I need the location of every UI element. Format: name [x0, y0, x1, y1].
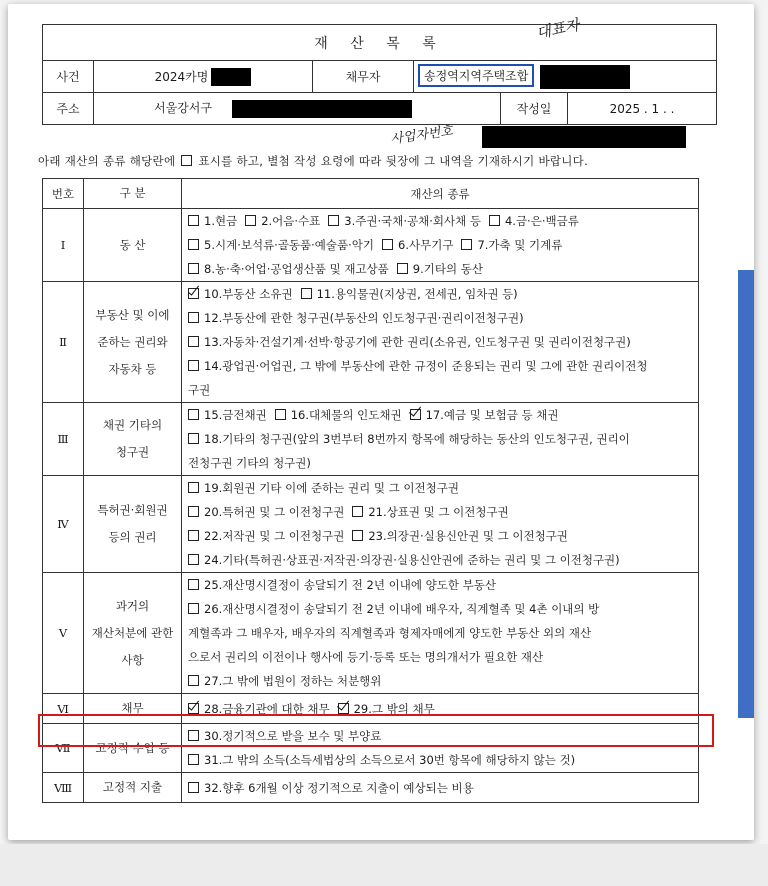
property-item: [275, 408, 402, 422]
category-line: 부동산 및 이에: [95, 307, 170, 322]
checkbox[interactable]: [352, 506, 363, 517]
item-label: 23.의장권·실용신안권 및 그 이전청구권: [368, 529, 568, 543]
address-cell: [94, 93, 501, 125]
item-label: 32.향후 6개월 이상 정기적으로 지출이 예상되는 비용: [204, 780, 474, 795]
property-item: [188, 553, 620, 567]
item-line: [188, 597, 692, 621]
item-label: 6.사무기구: [398, 238, 454, 252]
item-label: 12.부동산에 관한 청구권(부동산의 인도청구권·권리이전청구권): [204, 311, 524, 325]
item-label: 4.금·은·백금류: [504, 214, 579, 228]
address-label: 주소: [43, 93, 94, 125]
checkbox[interactable]: [188, 239, 199, 250]
checkbox[interactable]: [397, 263, 408, 274]
section-number: Ⅳ: [43, 476, 84, 573]
handwritten-business-number: 사업자번호: [389, 123, 454, 148]
category-line: 채권 기타의: [102, 418, 163, 432]
item-label: 7.가축 및 기계류: [477, 238, 563, 252]
section-number: Ⅶ: [43, 724, 84, 773]
checkbox[interactable]: [489, 215, 500, 226]
property-item: [461, 238, 562, 252]
section-category: [84, 209, 182, 282]
table-row: [43, 476, 699, 573]
checked-checkbox[interactable]: [188, 288, 199, 299]
item-label: 구권: [188, 383, 211, 397]
section-category: [84, 476, 182, 573]
debt-row-highlight: [38, 714, 714, 747]
property-item: [245, 214, 320, 228]
section-number: Ⅱ: [43, 282, 84, 403]
section-category: [84, 573, 182, 694]
item-label: 15.금전채권: [204, 408, 267, 422]
debtor-label: 채무자: [313, 61, 414, 93]
property-item: [188, 238, 374, 252]
property-item: [397, 262, 483, 276]
checkbox[interactable]: [245, 215, 256, 226]
debtor-cell: [414, 61, 717, 93]
table-row: [43, 573, 699, 694]
section-category: [84, 403, 182, 476]
debtor-value: 송정역지역주택조합: [418, 64, 534, 87]
item-line: [188, 427, 692, 451]
checkbox[interactable]: [275, 409, 286, 420]
instruction-text: [38, 153, 588, 169]
head-num: 번호: [43, 179, 84, 209]
category-line: 동 산: [119, 237, 146, 252]
checkbox-symbol-icon: [181, 155, 192, 166]
property-item: [188, 408, 267, 422]
date-label: 작성일: [501, 93, 568, 125]
item-label: 29.그 밖의 채무: [353, 701, 435, 716]
category-line: 과거의: [115, 598, 150, 613]
category-line: 자동차 등: [108, 361, 157, 376]
checkbox[interactable]: [188, 782, 199, 793]
item-label: 14.광업권·어업권, 그 밖에 부동산에 관한 규정이 준용되는 권리 및 그에 관한 권리이전청: [204, 359, 648, 373]
property-item: [188, 481, 459, 495]
section-items: [182, 773, 699, 803]
case-value: 2024카명: [154, 70, 209, 84]
item-label: 8.농·축·어업·공업생산품 및 재고상품: [204, 262, 389, 276]
head-cat: 구 분: [84, 179, 182, 209]
item-label: 31.그 밖의 소득(소득세법상의 소득으로서 30번 항목에 해당하지 않는 것): [204, 753, 576, 767]
checkbox[interactable]: [188, 433, 199, 444]
table-row: [43, 282, 699, 403]
date-value: 2025 . 1 . .: [568, 93, 717, 125]
item-label: 22.저작권 및 그 이전청구권: [204, 529, 345, 543]
category-line: 재산처분에 관한: [91, 625, 174, 640]
checkbox[interactable]: [352, 530, 363, 541]
item-label: 전청구권 기타의 청구권): [188, 456, 311, 470]
item-label: 11.용익물권(지상권, 전세권, 임차권 등): [316, 287, 518, 301]
property-item: [188, 262, 389, 276]
property-item: [188, 626, 591, 640]
instruction-post: 표시를 하고, 별첨 작성 요령에 따라 뒷장에 그 내역을 기재하시기 바랍니다.: [198, 154, 589, 168]
item-label: 26.재산명시결정이 송달되기 전 2년 이내에 배우자, 직계혈족 및 4촌 이내의 방: [204, 602, 600, 616]
checkbox[interactable]: [301, 288, 312, 299]
checkbox[interactable]: [188, 579, 199, 590]
property-item: [188, 287, 293, 301]
section-items: [182, 282, 699, 403]
item-line: [188, 748, 692, 772]
item-label: 17.예금 및 보험금 등 채권: [425, 408, 559, 422]
checkbox[interactable]: [382, 239, 393, 250]
item-label: 9.기타의 동산: [412, 262, 483, 276]
item-label: 5.시계·보석류·골동품·예술품·악기: [204, 238, 375, 252]
checkbox[interactable]: [188, 530, 199, 541]
item-label: 1.현금: [204, 214, 238, 228]
item-line: [188, 548, 692, 572]
property-item: [188, 505, 344, 519]
property-item: [188, 602, 599, 616]
property-item: [188, 359, 648, 373]
section-items: [182, 476, 699, 573]
scrollbar[interactable]: [738, 270, 754, 718]
category-line: 등의 권리: [108, 530, 157, 544]
table-row: [43, 403, 699, 476]
debtor-redaction: [540, 65, 630, 89]
property-item: [188, 753, 575, 767]
instruction-pre: 아래 재산의 종류 해당란에: [38, 154, 176, 168]
item-label: 2.어음·수표: [261, 214, 321, 228]
item-label: 18.기타의 청구권(앞의 3번부터 8번까지 항목에 해당하는 동산의 인도청구권, 권리이: [204, 432, 630, 446]
category-line: 채무: [121, 701, 144, 715]
document-page: [8, 4, 754, 840]
property-item: [188, 214, 237, 228]
item-line: [188, 378, 692, 402]
section-items: [182, 573, 699, 694]
property-item: [188, 578, 496, 592]
section-number: Ⅴ: [43, 573, 84, 694]
table-row: [43, 773, 699, 803]
business-number-redaction: [482, 126, 686, 148]
section-category: [84, 282, 182, 403]
section-number: Ⅵ: [43, 694, 84, 724]
item-label: 13.자동차·건설기계·선박·항공기에 관한 권리(소유권, 인도청구권 및 권리이전청구권): [204, 335, 631, 349]
checked-checkbox[interactable]: [338, 703, 349, 714]
item-line: [188, 403, 692, 427]
checkbox[interactable]: [188, 215, 199, 226]
checkbox[interactable]: [188, 754, 199, 765]
address-value: 서울강서구: [154, 101, 212, 116]
item-line: [188, 209, 692, 233]
bottom-background: [0, 844, 768, 886]
category-line: 고정적 수입 등: [95, 740, 170, 755]
checkbox[interactable]: [188, 409, 199, 420]
property-item: [301, 287, 518, 301]
category-line: 고정적 지출: [102, 780, 163, 794]
item-label: 30.정기적으로 받을 보수 및 부양료: [204, 729, 382, 743]
item-line: [188, 573, 692, 597]
item-line: [188, 282, 692, 306]
handwritten-representative: 대표자: [534, 15, 581, 43]
item-line: [188, 451, 692, 475]
checkbox[interactable]: [328, 215, 339, 226]
address-redaction: [232, 100, 412, 118]
checkbox[interactable]: [188, 360, 199, 371]
section-number: Ⅲ: [43, 403, 84, 476]
category-line: 사항: [121, 652, 144, 667]
item-label: 10.부동산 소유권: [204, 287, 293, 301]
case-redaction: [211, 68, 251, 86]
checkbox[interactable]: [188, 263, 199, 274]
property-item: [188, 456, 311, 470]
section-number: Ⅷ: [43, 773, 84, 803]
header-table: [42, 24, 717, 125]
head-items: 재산의 종류: [182, 179, 699, 209]
property-item: [328, 214, 481, 228]
category-line: 청구권: [115, 445, 150, 459]
checkbox[interactable]: [461, 239, 472, 250]
checked-checkbox[interactable]: [410, 409, 421, 420]
section-category: [84, 773, 182, 803]
section-items: [182, 209, 699, 282]
category-line: 준하는 권리와: [97, 334, 168, 349]
checkbox[interactable]: [188, 554, 199, 565]
section-number: Ⅰ: [43, 209, 84, 282]
item-line: [188, 500, 692, 524]
item-label: 21.상표권 및 그 이전청구권: [368, 505, 509, 519]
item-line: [188, 257, 692, 281]
item-label: 계혈족과 그 배우자, 배우자의 직계혈족과 형제자매에게 양도한 부동산 외의 재산: [188, 626, 592, 640]
item-label: 3.주권·국채·공채·회사채 등: [344, 214, 481, 228]
section-items: [182, 403, 699, 476]
checked-checkbox[interactable]: [188, 703, 199, 714]
property-item: [188, 650, 543, 664]
item-line: [188, 233, 692, 257]
checkbox[interactable]: [188, 675, 199, 686]
case-cell: [94, 61, 313, 93]
item-label: 16.대체물의 인도채권: [290, 408, 402, 422]
item-label: 27.그 밖에 법원이 정하는 처분행위: [204, 674, 382, 688]
item-label: 25.재산명시결정이 송달되기 전 2년 이내에 양도한 부동산: [204, 578, 496, 592]
property-item: [410, 408, 559, 422]
property-item: [188, 529, 344, 543]
property-item: [188, 432, 630, 446]
item-line: [188, 776, 692, 800]
item-label: 24.기타(특허권·상표권·저작권·의장권·실용신안권에 준하는 권리 및 그 이전청구권): [204, 553, 620, 567]
checkbox[interactable]: [188, 506, 199, 517]
property-item: [188, 335, 631, 349]
property-item: [188, 781, 474, 795]
item-line: [188, 621, 692, 645]
item-line: [188, 306, 692, 330]
item-label: 으로서 권리의 이전이나 행사에 등기·등록 또는 명의개서가 필요한 재산: [188, 650, 544, 664]
property-item: [382, 238, 453, 252]
property-item: [188, 311, 524, 325]
checkbox[interactable]: [188, 312, 199, 323]
property-item: [188, 383, 210, 397]
item-line: [188, 645, 692, 669]
checkbox[interactable]: [188, 336, 199, 347]
item-label: 28.금융기관에 대한 채무: [204, 701, 330, 716]
item-label: 20.특허권 및 그 이전청구권: [204, 505, 345, 519]
category-line: 특허권·회원권: [97, 503, 168, 517]
item-line: [188, 476, 692, 500]
item-line: [188, 330, 692, 354]
item-label: 19.회원권 기타 이에 준하는 권리 및 그 이전청구권: [204, 481, 459, 495]
checkbox[interactable]: [188, 482, 199, 493]
item-line: [188, 524, 692, 548]
checkbox[interactable]: [188, 603, 199, 614]
property-item: [352, 529, 568, 543]
item-line: [188, 354, 692, 378]
property-item: [188, 674, 381, 688]
property-item: [489, 214, 579, 228]
table-row: [43, 209, 699, 282]
document-title: 재 산 목 록: [43, 25, 717, 61]
item-line: [188, 669, 692, 693]
property-item: [352, 505, 508, 519]
case-label: 사건: [43, 61, 94, 93]
property-table: [42, 178, 699, 803]
